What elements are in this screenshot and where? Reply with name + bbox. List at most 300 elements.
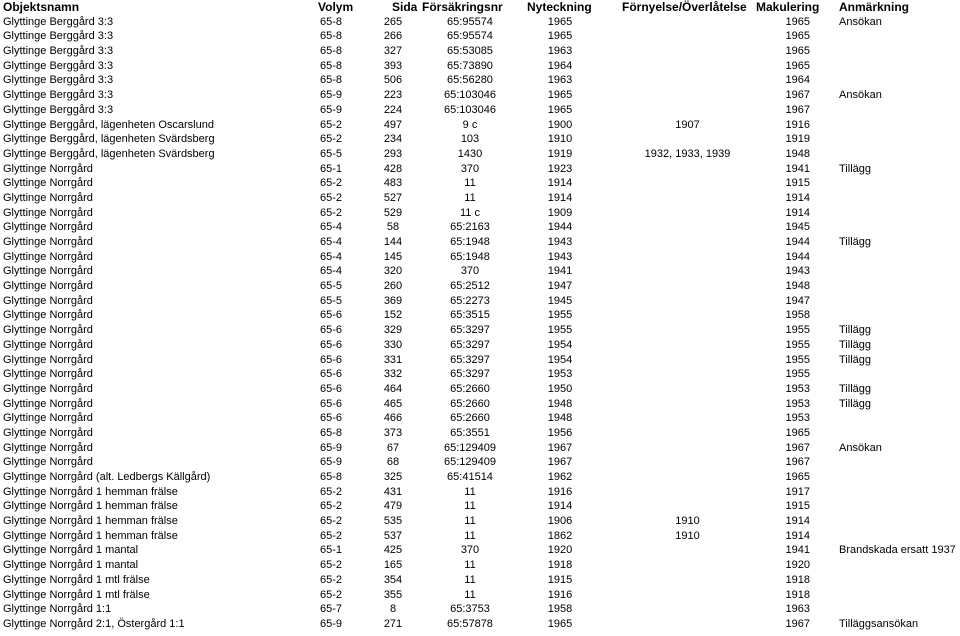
cell-makulering: 1955 [785, 324, 810, 337]
table-row [0, 29, 960, 44]
cell-objektsnamn: Glyttinge Berggård 3:3 [3, 45, 114, 58]
cell-makulering: 1947 [785, 294, 810, 307]
cell-forsakringsnr: 11 [464, 573, 476, 586]
cell-volym: 65-6 [320, 324, 343, 337]
cell-volym: 65-7 [320, 603, 343, 616]
cell-objektsnamn: Glyttinge Norrgård [3, 191, 93, 204]
cell-objektsnamn: Glyttinge Norrgård [3, 441, 93, 454]
table-row [0, 529, 960, 544]
cell-makulering: 1965 [785, 45, 810, 58]
cell-makulering: 1920 [785, 559, 810, 572]
cell-makulering: 1965 [785, 471, 810, 483]
cell-volym: 65-2 [320, 191, 343, 204]
table-body [0, 15, 960, 632]
cell-forsakringsnr: 65:2660 [450, 412, 490, 425]
cell-sida: 265 [383, 15, 403, 28]
table-row [0, 367, 960, 382]
cell-volym: 65-2 [320, 500, 343, 513]
cell-sida: 144 [383, 236, 403, 248]
cell-sida: 527 [383, 191, 403, 204]
cell-anmarkning: Ansökan [839, 15, 882, 28]
cell-nyteckning: 1941 [547, 265, 573, 278]
cell-nyteckning: 1943 [547, 250, 573, 263]
cell-volym: 65-6 [320, 338, 343, 351]
cell-sida: 354 [383, 573, 403, 586]
cell-objektsnamn: Glyttinge Norrgård 2:1, Östergård 1:1 [3, 617, 185, 630]
cell-nyteckning: 1965 [547, 89, 573, 102]
cell-fornyelse: 1932, 1933, 1939 [644, 147, 731, 160]
cell-fornyelse: 1910 [675, 529, 700, 542]
header-fornyelse: Förnyelse/Överlåtelse [622, 0, 747, 14]
cell-nyteckning: 1944 [547, 221, 573, 234]
cell-forsakringsnr: 65:95574 [447, 30, 493, 43]
cell-forsakringsnr: 65:57878 [447, 617, 493, 630]
cell-volym: 65-6 [320, 368, 343, 381]
cell-sida: 152 [383, 309, 403, 322]
cell-objektsnamn: Glyttinge Norrgård [3, 294, 93, 307]
header-anmarkning: Anmärkning [839, 0, 910, 14]
cell-nyteckning: 1963 [547, 45, 573, 58]
cell-volym: 65-6 [320, 382, 343, 395]
table-row [0, 235, 960, 250]
cell-makulering: 1918 [785, 573, 810, 586]
cell-forsakringsnr: 65:3753 [450, 603, 490, 616]
cell-makulering: 1967 [785, 456, 810, 469]
cell-volym: 65-2 [320, 118, 343, 131]
cell-volym: 65-2 [320, 177, 343, 190]
cell-volym: 65-1 [320, 162, 343, 175]
table-row [0, 88, 960, 103]
table-row [0, 382, 960, 397]
cell-makulering: 1914 [785, 529, 810, 542]
table-row [0, 308, 960, 323]
cell-makulering: 1917 [785, 485, 810, 498]
cell-forsakringsnr: 65:56280 [447, 74, 493, 87]
cell-sida: 465 [383, 397, 403, 410]
cell-volym: 65-5 [320, 147, 343, 160]
cell-sida: 145 [383, 250, 403, 263]
cell-objektsnamn: Glyttinge Norrgård 1 mtl frälse [3, 573, 150, 586]
cell-objektsnamn: Glyttinge Berggård 3:3 [3, 103, 114, 116]
table-row [0, 411, 960, 426]
cell-sida: 431 [383, 485, 403, 498]
cell-sida: 355 [383, 588, 403, 601]
cell-forsakringsnr: 65:3515 [450, 309, 490, 322]
table-row [0, 558, 960, 573]
cell-makulering: 1941 [785, 162, 810, 175]
cell-anmarkning: Tillägg [839, 353, 871, 366]
cell-anmarkning: Tillägg [839, 397, 871, 410]
cell-volym: 65-9 [320, 617, 343, 630]
cell-sida: 329 [383, 324, 403, 337]
cell-nyteckning: 1900 [547, 118, 573, 131]
cell-sida: 369 [383, 294, 403, 307]
cell-objektsnamn: Glyttinge Berggård, lägenheten Svärdsberg [3, 133, 215, 146]
cell-objektsnamn: Glyttinge Norrgård [3, 397, 93, 410]
cell-objektsnamn: Glyttinge Berggård 3:3 [3, 59, 114, 72]
cell-sida: 67 [386, 441, 400, 454]
cell-nyteckning: 1947 [547, 280, 573, 293]
table-row [0, 397, 960, 412]
table-row [0, 15, 960, 30]
cell-nyteckning: 1906 [547, 515, 573, 528]
cell-sida: 537 [383, 529, 403, 542]
cell-sida: 483 [383, 177, 403, 190]
cell-volym: 65-8 [320, 59, 343, 72]
cell-volym: 65-8 [320, 74, 343, 87]
cell-objektsnamn: Glyttinge Norrgård [3, 309, 93, 322]
cell-makulering: 1967 [785, 441, 810, 454]
cell-volym: 65-1 [320, 544, 343, 557]
cell-sida: 165 [383, 559, 403, 572]
table-row [0, 191, 960, 206]
cell-volym: 65-2 [320, 588, 343, 601]
cell-nyteckning: 1950 [547, 382, 573, 395]
cell-sida: 320 [383, 265, 403, 278]
cell-forsakringsnr: 65:103046 [444, 89, 496, 102]
cell-objektsnamn: Glyttinge Norrgård 1 mtl frälse [3, 588, 150, 601]
table-row [0, 602, 960, 617]
cell-objektsnamn: Glyttinge Norrgård [3, 382, 93, 395]
cell-sida: 529 [383, 206, 403, 219]
cell-anmarkning: Brandskada ersatt 1937 [839, 544, 956, 557]
table-row [0, 426, 960, 441]
cell-forsakringsnr: 65:1948 [450, 236, 490, 248]
cell-nyteckning: 1955 [547, 309, 573, 322]
cell-forsakringsnr: 11 [464, 515, 476, 528]
cell-nyteckning: 1918 [547, 559, 573, 572]
table-row [0, 147, 960, 162]
cell-forsakringsnr: 65:3297 [450, 324, 490, 337]
cell-objektsnamn: Glyttinge Norrgård [3, 221, 93, 234]
cell-forsakringsnr: 65:41514 [447, 471, 493, 483]
cell-makulering: 1943 [785, 265, 810, 278]
cell-objektsnamn: Glyttinge Berggård 3:3 [3, 89, 114, 102]
table-row [0, 250, 960, 265]
table-row [0, 338, 960, 353]
table-row [0, 455, 960, 470]
cell-objektsnamn: Glyttinge Norrgård 1 hemman frälse [3, 529, 178, 542]
table-row [0, 44, 960, 59]
cell-objektsnamn: Glyttinge Berggård 3:3 [3, 15, 114, 28]
cell-objektsnamn: Glyttinge Berggård, lägenheten Svärdsberg [3, 147, 215, 160]
cell-objektsnamn: Glyttinge Norrgård [3, 412, 93, 425]
cell-sida: 325 [383, 471, 403, 483]
cell-anmarkning: Tillägg [839, 162, 871, 175]
header-objektsnamn: Objektsnamn [3, 0, 80, 14]
cell-sida: 260 [383, 280, 403, 293]
cell-forsakringsnr: 1430 [457, 147, 483, 160]
cell-makulering: 1915 [785, 500, 810, 513]
cell-objektsnamn: Glyttinge Norrgård [3, 177, 93, 190]
cell-objektsnamn: Glyttinge Berggård 3:3 [3, 30, 114, 43]
cell-volym: 65-6 [320, 397, 343, 410]
cell-nyteckning: 1862 [547, 529, 573, 542]
cell-forsakringsnr: 65:2163 [450, 221, 490, 234]
cell-objektsnamn: Glyttinge Norrgård [3, 456, 93, 469]
cell-nyteckning: 1967 [547, 456, 573, 469]
cell-objektsnamn: Glyttinge Norrgård 1 mantal [3, 544, 139, 557]
cell-nyteckning: 1943 [547, 236, 573, 248]
cell-objektsnamn: Glyttinge Norrgård (alt. Ledbergs Källgård) [3, 471, 211, 483]
cell-forsakringsnr: 65:2273 [450, 294, 490, 307]
cell-nyteckning: 1916 [547, 485, 573, 498]
cell-sida: 293 [383, 147, 403, 160]
cell-makulering: 1955 [785, 368, 810, 381]
cell-anmarkning: Ansökan [839, 441, 882, 454]
cell-makulering: 1955 [785, 353, 810, 366]
cell-makulering: 1953 [785, 397, 810, 410]
cell-objektsnamn: Glyttinge Norrgård [3, 236, 93, 248]
cell-forsakringsnr: 11 [464, 529, 476, 542]
cell-sida: 479 [383, 500, 403, 513]
cell-objektsnamn: Glyttinge Norrgård [3, 338, 93, 351]
table-row [0, 323, 960, 338]
cell-makulering: 1963 [785, 603, 810, 616]
cell-volym: 65-2 [320, 206, 343, 219]
cell-objektsnamn: Glyttinge Norrgård 1:1 [3, 603, 112, 616]
cell-makulering: 1965 [785, 426, 810, 439]
cell-nyteckning: 1953 [547, 368, 573, 381]
cell-forsakringsnr: 65:2660 [450, 397, 490, 410]
table-row [0, 220, 960, 235]
table-row [0, 264, 960, 279]
cell-makulering: 1944 [785, 236, 810, 248]
cell-sida: 466 [383, 412, 403, 425]
cell-nyteckning: 1965 [547, 15, 573, 28]
cell-volym: 65-4 [320, 265, 343, 278]
cell-makulering: 1955 [785, 338, 810, 351]
cell-sida: 332 [383, 368, 403, 381]
cell-volym: 65-6 [320, 309, 343, 322]
table-row [0, 441, 960, 456]
cell-sida: 327 [383, 45, 403, 58]
cell-sida: 266 [383, 30, 403, 43]
cell-nyteckning: 1956 [547, 426, 573, 439]
cell-makulering: 1941 [785, 544, 810, 557]
cell-nyteckning: 1909 [547, 206, 573, 219]
cell-nyteckning: 1965 [547, 30, 573, 43]
cell-nyteckning: 1916 [547, 588, 573, 601]
table-row [0, 353, 960, 368]
cell-forsakringsnr: 11 [464, 588, 476, 601]
cell-volym: 65-4 [320, 236, 343, 248]
cell-sida: 428 [383, 162, 403, 175]
cell-nyteckning: 1965 [547, 103, 573, 116]
cell-forsakringsnr: 65:129409 [444, 456, 496, 469]
cell-forsakringsnr: 370 [460, 162, 480, 175]
cell-sida: 393 [383, 59, 403, 72]
cell-forsakringsnr: 65:3297 [450, 368, 490, 381]
cell-sida: 58 [386, 221, 400, 234]
cell-volym: 65-9 [320, 456, 343, 469]
cell-forsakringsnr: 11 [464, 485, 476, 498]
cell-objektsnamn: Glyttinge Norrgård [3, 368, 93, 381]
table-row [0, 514, 960, 529]
cell-makulering: 1967 [785, 617, 810, 630]
cell-objektsnamn: Glyttinge Berggård 3:3 [3, 74, 114, 87]
table-row [0, 279, 960, 294]
cell-nyteckning: 1954 [547, 353, 573, 366]
cell-makulering: 1965 [785, 15, 810, 28]
cell-nyteckning: 1945 [547, 294, 573, 307]
cell-makulering: 1948 [785, 147, 810, 160]
cell-forsakringsnr: 65:2512 [450, 280, 490, 293]
table-row [0, 485, 960, 500]
cell-sida: 271 [383, 617, 403, 630]
cell-forsakringsnr: 65:3551 [450, 426, 490, 439]
cell-volym: 65-4 [320, 250, 343, 263]
cell-forsakringsnr: 370 [460, 265, 480, 278]
cell-forsakringsnr: 11 [464, 559, 476, 572]
cell-anmarkning: Ansökan [839, 89, 882, 102]
table-row [0, 176, 960, 191]
cell-forsakringsnr: 11 [464, 500, 476, 513]
cell-forsakringsnr: 370 [460, 544, 480, 557]
cell-objektsnamn: Glyttinge Norrgård [3, 265, 93, 278]
cell-forsakringsnr: 65:3297 [450, 353, 490, 366]
cell-makulering: 1919 [785, 133, 810, 146]
cell-sida: 331 [383, 353, 403, 366]
cell-forsakringsnr: 65:3297 [450, 338, 490, 351]
cell-volym: 65-2 [320, 529, 343, 542]
cell-objektsnamn: Glyttinge Norrgård [3, 280, 93, 293]
cell-nyteckning: 1964 [547, 59, 573, 72]
cell-objektsnamn: Glyttinge Norrgård [3, 250, 93, 263]
cell-sida: 224 [383, 103, 403, 116]
cell-anmarkning: Tilläggsansökan [839, 617, 919, 630]
cell-sida: 373 [383, 426, 403, 439]
header-forsakringsnr: Försäkringsnr [422, 0, 503, 14]
cell-objektsnamn: Glyttinge Norrgård 1 mantal [3, 559, 139, 572]
cell-nyteckning: 1948 [547, 397, 573, 410]
cell-forsakringsnr: 65:2660 [450, 382, 490, 395]
cell-volym: 65-6 [320, 412, 343, 425]
cell-nyteckning: 1920 [547, 544, 573, 557]
cell-sida: 234 [383, 133, 403, 146]
cell-objektsnamn: Glyttinge Norrgård [3, 206, 93, 219]
cell-volym: 65-9 [320, 89, 343, 102]
table-row [0, 470, 960, 485]
cell-fornyelse: 1907 [675, 118, 700, 131]
cell-makulering: 1958 [785, 309, 810, 322]
cell-nyteckning: 1963 [547, 74, 573, 87]
cell-volym: 65-5 [320, 280, 343, 293]
cell-nyteckning: 1954 [547, 338, 573, 351]
cell-anmarkning: Tillägg [839, 324, 871, 337]
table-row [0, 543, 960, 558]
cell-objektsnamn: Glyttinge Norrgård 1 hemman frälse [3, 515, 178, 528]
cell-volym: 65-8 [320, 15, 343, 28]
cell-makulering: 1953 [785, 412, 810, 425]
cell-makulering: 1965 [785, 30, 810, 43]
cell-nyteckning: 1967 [547, 441, 573, 454]
cell-forsakringsnr: 9 c [462, 118, 478, 131]
cell-volym: 65-2 [320, 573, 343, 586]
cell-forsakringsnr: 103 [460, 133, 480, 146]
table-row [0, 573, 960, 588]
cell-sida: 497 [383, 118, 403, 131]
cell-forsakringsnr: 65:103046 [444, 103, 496, 116]
cell-volym: 65-9 [320, 103, 343, 116]
cell-sida: 506 [383, 74, 403, 87]
cell-volym: 65-9 [320, 441, 343, 454]
header-row [0, 0, 960, 15]
cell-volym: 65-8 [320, 30, 343, 43]
cell-forsakringsnr: 11 [464, 177, 476, 190]
table-row [0, 617, 960, 632]
cell-nyteckning: 1955 [547, 324, 573, 337]
cell-forsakringsnr: 65:95574 [447, 15, 493, 28]
cell-objektsnamn: Glyttinge Norrgård [3, 324, 93, 337]
cell-forsakringsnr: 11 [464, 191, 476, 204]
cell-forsakringsnr: 11 c [460, 206, 480, 219]
cell-anmarkning: Tillägg [839, 338, 871, 351]
cell-makulering: 1967 [785, 89, 810, 102]
cell-objektsnamn: Glyttinge Norrgård [3, 426, 93, 439]
table-row [0, 499, 960, 514]
cell-makulering: 1948 [785, 280, 810, 293]
cell-volym: 65-8 [320, 45, 343, 58]
table-row [0, 294, 960, 309]
cell-nyteckning: 1915 [547, 573, 573, 586]
cell-volym: 65-8 [320, 471, 343, 483]
header-makulering: Makulering [756, 0, 820, 14]
table-row [0, 73, 960, 88]
cell-sida: 223 [383, 89, 403, 102]
cell-nyteckning: 1914 [547, 500, 573, 513]
cell-volym: 65-2 [320, 485, 343, 498]
cell-objektsnamn: Glyttinge Norrgård [3, 353, 93, 366]
cell-makulering: 1918 [785, 588, 810, 601]
cell-sida: 68 [386, 456, 400, 469]
cell-nyteckning: 1910 [547, 133, 573, 146]
cell-sida: 8 [389, 603, 397, 616]
cell-objektsnamn: Glyttinge Norrgård [3, 162, 93, 175]
cell-anmarkning: Tillägg [839, 236, 871, 248]
cell-volym: 65-5 [320, 294, 343, 307]
cell-sida: 535 [383, 515, 403, 528]
cell-forsakringsnr: 65:1948 [450, 250, 490, 263]
header-sida: Sida [392, 0, 418, 14]
table-row [0, 59, 960, 74]
cell-volym: 65-2 [320, 515, 343, 528]
cell-anmarkning: Tillägg [839, 382, 871, 395]
cell-nyteckning: 1919 [547, 147, 573, 160]
cell-makulering: 1965 [785, 59, 810, 72]
cell-makulering: 1915 [785, 177, 810, 190]
cell-volym: 65-8 [320, 426, 343, 439]
cell-forsakringsnr: 65:53085 [447, 45, 493, 58]
cell-nyteckning: 1948 [547, 412, 573, 425]
cell-makulering: 1964 [785, 74, 810, 87]
table-row [0, 588, 960, 603]
cell-nyteckning: 1914 [547, 191, 573, 204]
cell-objektsnamn: Glyttinge Norrgård 1 hemman frälse [3, 485, 178, 498]
cell-volym: 65-6 [320, 353, 343, 366]
cell-nyteckning: 1962 [547, 471, 573, 483]
cell-makulering: 1945 [785, 221, 810, 234]
cell-makulering: 1916 [785, 118, 810, 131]
table-row [0, 162, 960, 177]
cell-nyteckning: 1914 [547, 177, 573, 190]
table-row [0, 206, 960, 221]
cell-volym: 65-4 [320, 221, 343, 234]
header-nyteckning: Nyteckning [527, 0, 592, 14]
cell-volym: 65-2 [320, 559, 343, 572]
cell-makulering: 1914 [785, 191, 810, 204]
cell-forsakringsnr: 65:129409 [444, 441, 496, 454]
